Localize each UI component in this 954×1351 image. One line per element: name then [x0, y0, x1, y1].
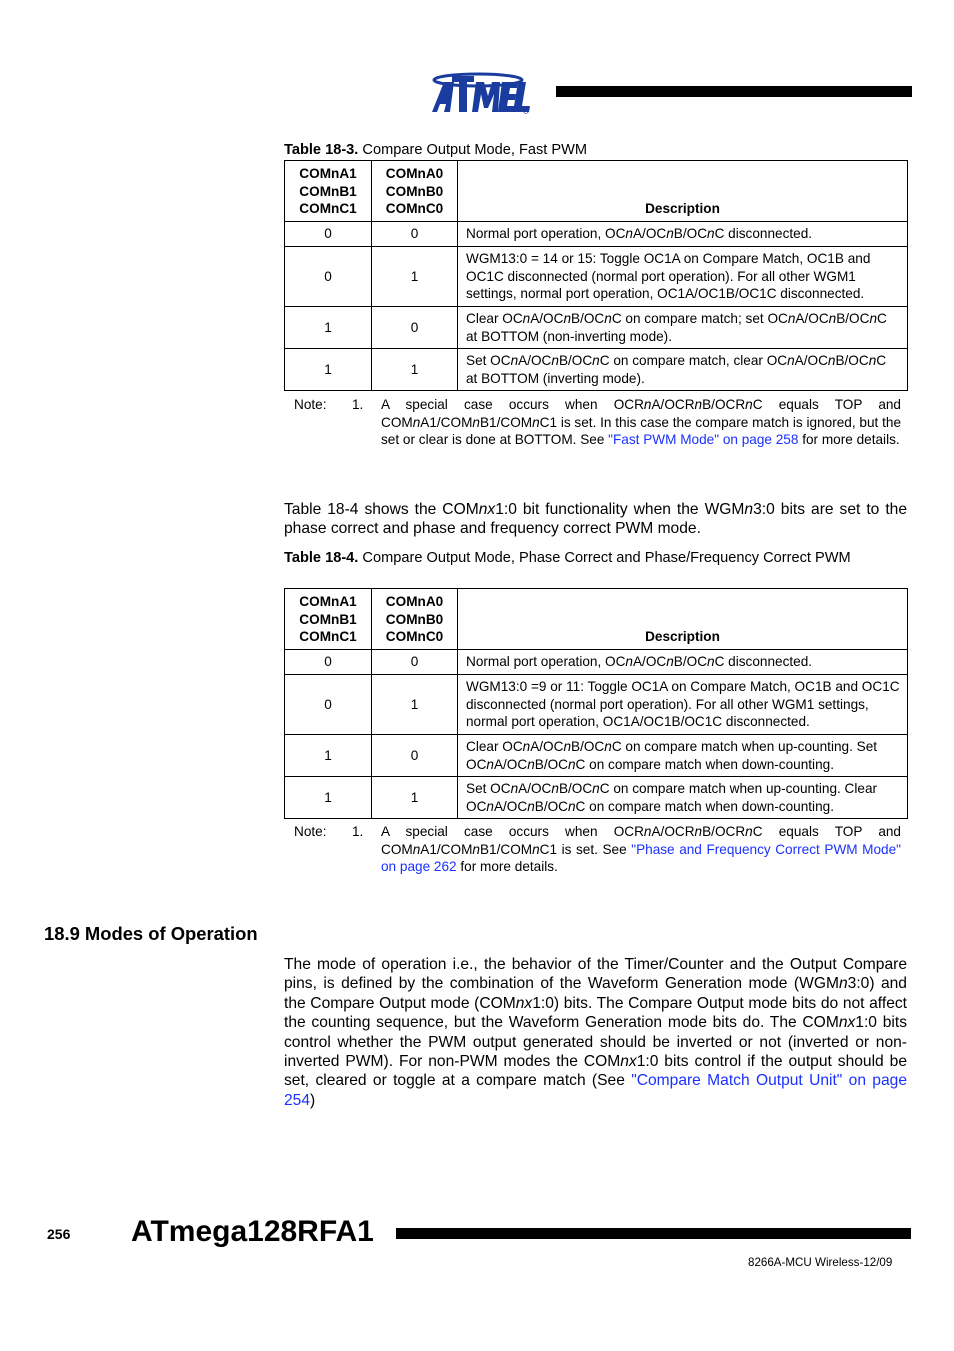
table-row [285, 307, 908, 349]
table-row [285, 247, 908, 307]
table2-header-row [285, 589, 908, 650]
table1-caption: Table 18-3. Compare Output Mode, Fast PWM [284, 142, 588, 158]
cell-comx1: 0 [285, 247, 372, 307]
table-row [285, 777, 908, 819]
cell-comx0: 0 [372, 735, 458, 777]
cell-description: WGM13:0 =9 or 11: Toggle OC1A on Compare Match, OC1B and OC1C disconnected (normal port operation). For all other WGM1 settings, normal port operation, OC1A/OC1B/OC1C disconnected. [458, 675, 908, 735]
table1-note [294, 396, 901, 468]
note-label: Note: [294, 824, 327, 839]
table2-header-comx1: COMnA1 COMnB1 COMnC1 [285, 589, 372, 650]
table-row [285, 349, 908, 391]
table2 [284, 588, 908, 819]
note-text: A special case occurs when OCRnA/OCRnB/OCRnC equals TOP and COMnA1/COMnB1/COMnC1 is set. See "Phase and Frequency Correct PWM Mode" on page 262 for more details. [381, 824, 902, 875]
table1-header-description: Description [458, 161, 908, 222]
table-row [285, 650, 908, 675]
cell-comx0: 1 [372, 777, 458, 819]
cell-comx0: 0 [372, 307, 458, 349]
cell-comx1: 1 [285, 777, 372, 819]
section-heading: 18.9 Modes of Operation [44, 923, 258, 944]
section-paragraph: The mode of operation i.e., the behavior of the Timer/Counter and the Output Compare pins, is defined by the combination of the Waveform Generation mode (WGMn3:0) and the Compare Output mode (COMnx1:0) bits. The Compare Output mode bits do not affect the counting sequence, but the Waveform Generation mode bits do. The COMnx1:0 bits control whether the PWM output generated should be inverted or not (inverted or non-inverted PWM). For non-PWM modes the COMnx1:0 bits control if the output should be set, cleared or toggle at a compare match (See "Compare Match Output Unit" on page 254) [284, 956, 907, 1109]
document-title: ATmega128RFA1 [131, 1215, 374, 1248]
note-label: Note: [294, 397, 327, 412]
cell-description: Normal port operation, OCnA/OCnB/OCnC disconnected. [458, 222, 908, 247]
table2-header-description: Description [458, 589, 908, 650]
note-number: 1. [352, 397, 364, 412]
table1 [284, 160, 908, 391]
cell-comx0: 1 [372, 247, 458, 307]
cell-comx0: 1 [372, 349, 458, 391]
cell-comx1: 0 [285, 222, 372, 247]
note-text: A special case occurs when OCRnA/OCRnB/OCRnC equals TOP and COMnA1/COMnB1/COMnC1 is set. In this case the compare match is ignored, but the set or clear is done at BOTTOM. See "Fast PWM Mode" on page 258 for more details. [381, 397, 901, 448]
cross-reference-link[interactable]: "Phase and Frequency Correct PWM Mode" on page 262 [381, 841, 902, 875]
table1-header-comx0: COMnA0 COMnB0 COMnC0 [372, 161, 458, 222]
table-row [285, 675, 908, 735]
note-number: 1. [352, 824, 364, 839]
table2-caption: Table 18-4. Compare Output Mode, Phase Correct and Phase/Frequency Correct PWM [284, 550, 851, 566]
cross-reference-link[interactable]: "Compare Match Output Unit" on page 254 [284, 1072, 907, 1109]
cross-reference-link[interactable]: "Fast PWM Mode" on page 258 [608, 432, 799, 448]
table-row [285, 735, 908, 777]
footer-rule [396, 1228, 911, 1239]
intro-paragraph: Table 18-4 shows the COMnx1:0 bit functionality when the WGMn3:0 bits are set to the phase correct and phase and frequency correct PWM mode. [284, 501, 908, 538]
document-reference: 8266A-MCU Wireless-12/09 [748, 1256, 893, 1269]
cell-description: Set OCnA/OCnB/OCnC on compare match when up-counting. Clear OCnA/OCnB/OCnC on compare match when down-counting. [458, 777, 908, 819]
table2-note [294, 823, 901, 879]
cell-description: Clear OCnA/OCnB/OCnC on compare match when up-counting. Set OCnA/OCnB/OCnC on compare match when down-counting. [458, 735, 908, 777]
cell-comx1: 0 [285, 650, 372, 675]
cell-comx1: 0 [285, 675, 372, 735]
cell-description: WGM13:0 = 14 or 15: Toggle OC1A on Compare Match, OC1B and OC1C disconnected (normal port operation). For all other WGM1 settings, normal port operation, OC1A/OC1B/OC1C disconnected. [458, 247, 908, 307]
cell-comx1: 1 [285, 735, 372, 777]
page-number: 256 [47, 1226, 71, 1242]
cell-description: Normal port operation, OCnA/OCnB/OCnC disconnected. [458, 650, 908, 675]
header-rule [556, 86, 912, 97]
cell-description: Clear OCnA/OCnB/OCnC on compare match; set OCnA/OCnB/OCnC at BOTTOM (non-inverting mode). [458, 307, 908, 349]
cell-comx0: 0 [372, 650, 458, 675]
cell-description: Set OCnA/OCnB/OCnC on compare match, clear OCnA/OCnB/OCnC at BOTTOM (inverting mode). [458, 349, 908, 391]
cell-comx0: 1 [372, 675, 458, 735]
cell-comx1: 1 [285, 307, 372, 349]
table1-header-row [285, 161, 908, 222]
table1-header-comx1: COMnA1 COMnB1 COMnC1 [285, 161, 372, 222]
cell-comx1: 1 [285, 349, 372, 391]
table2-header-comx0: COMnA0 COMnB0 COMnC0 [372, 589, 458, 650]
atmel-logo [426, 68, 530, 114]
cell-comx0: 0 [372, 222, 458, 247]
table-row [285, 222, 908, 247]
